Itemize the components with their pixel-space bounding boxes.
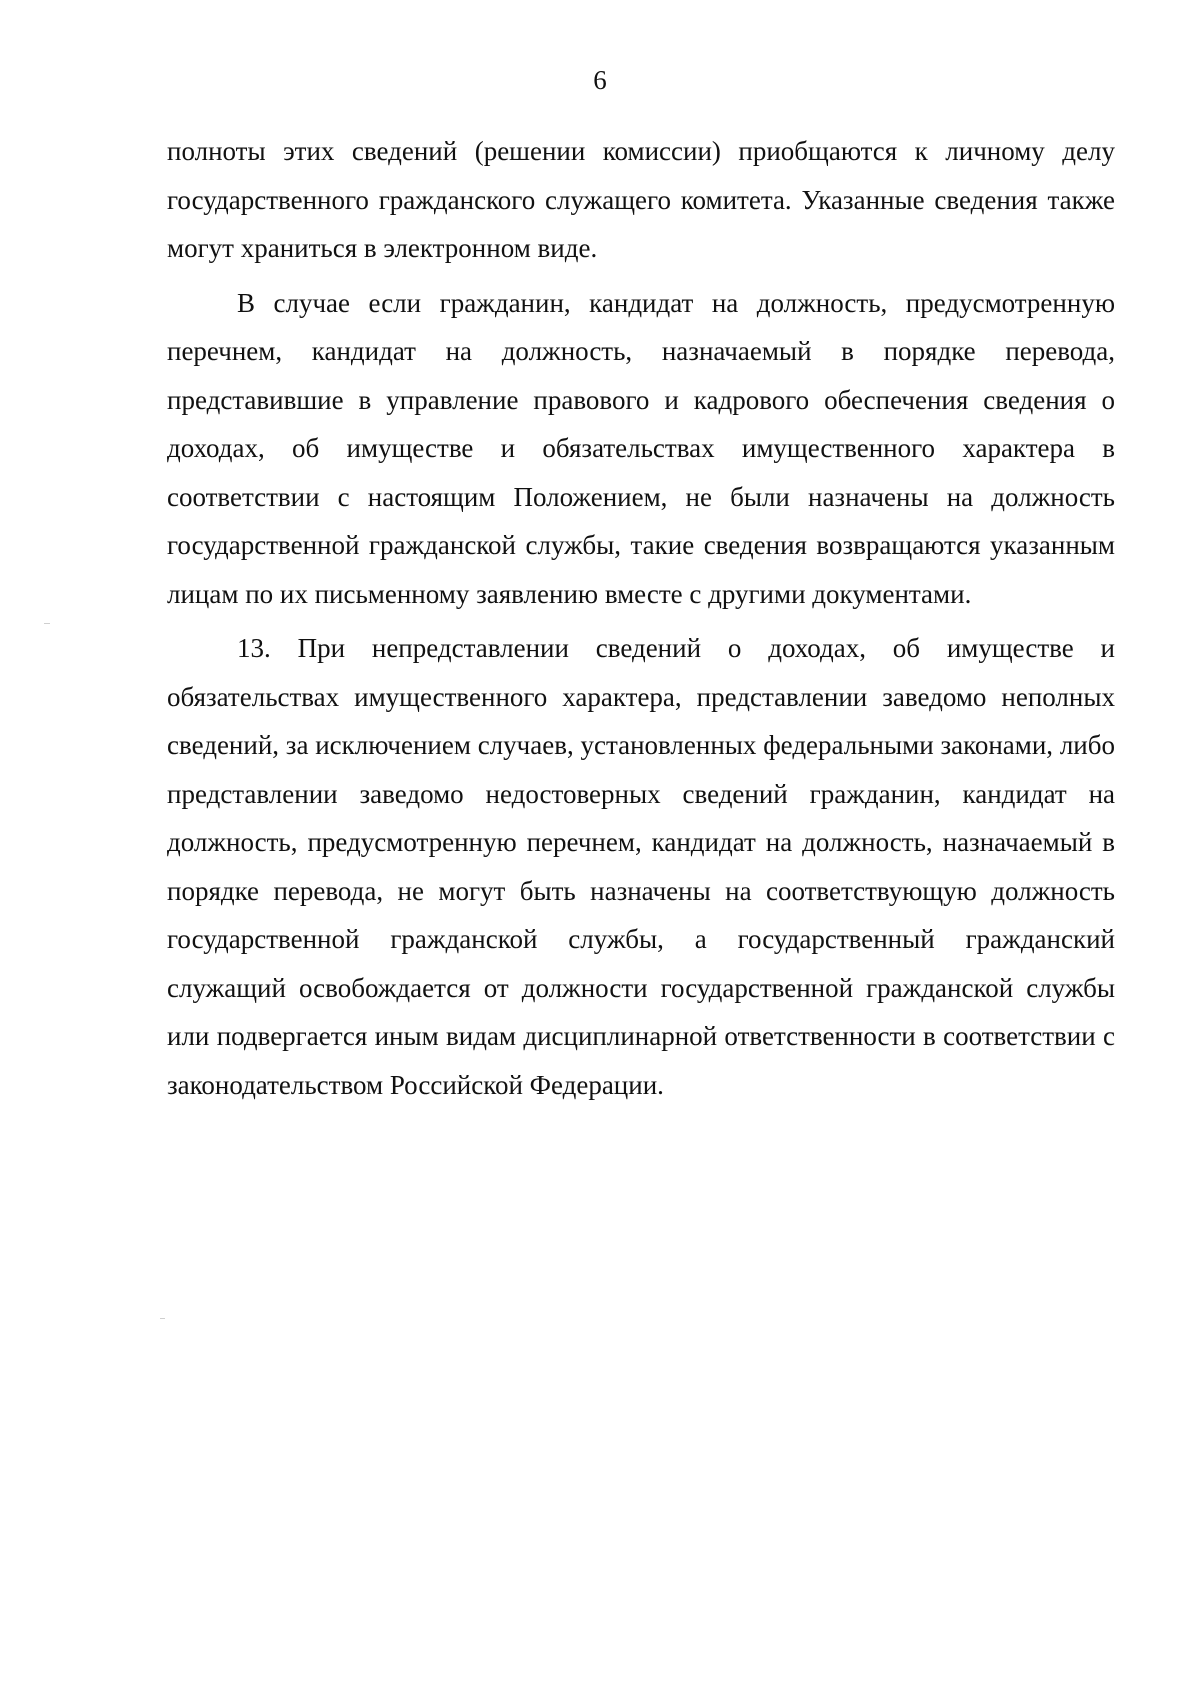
- scan-speck: [160, 1318, 165, 1319]
- scan-speck: [44, 623, 50, 624]
- document-body: [167, 127, 1115, 1115]
- paragraph-continuation: полноты этих сведений (решении комиссии) приобщаются к личному делу государственного гражданского служащего комитета. Указанные сведения также могут храниться в электронном виде.: [167, 136, 1115, 263]
- paragraph-return-of-documents: В случае если гражданин, кандидат на должность, предусмотренную перечнем, кандидат на должность, назначаемый в порядке перевода, представившие в управление правового и кадрового обеспечения сведения о доходах, об имуществе и обязательствах имущественного характера в соответствии с настоящим Положением, не были назначены на должность государственной гражданской службы, такие сведения возвращаются указанным лицам по их письменному заявлению вместе с другими документами.: [167, 287, 1115, 609]
- paragraph-clause-13: 13. При непредставлении сведений о доходах, об имуществе и обязательствах имущественного характера, представлении заведомо неполных сведений, за исключением случаев, установленных федеральными законами, либо представлении заведомо недостоверных сведений гражданин, кандидат на должность, предусмотренную перечнем, кандидат на должность, назначаемый в порядке перевода, не могут быть назначены на соответствующую должность государственной гражданской службы, а государственный гражданский служащий освобождается от должности государственной гражданской службы или подвергается иным видам дисциплинарной ответственности в соответствии с законодательством Российской Федерации.: [167, 633, 1115, 1100]
- page-number: 6: [593, 65, 607, 95]
